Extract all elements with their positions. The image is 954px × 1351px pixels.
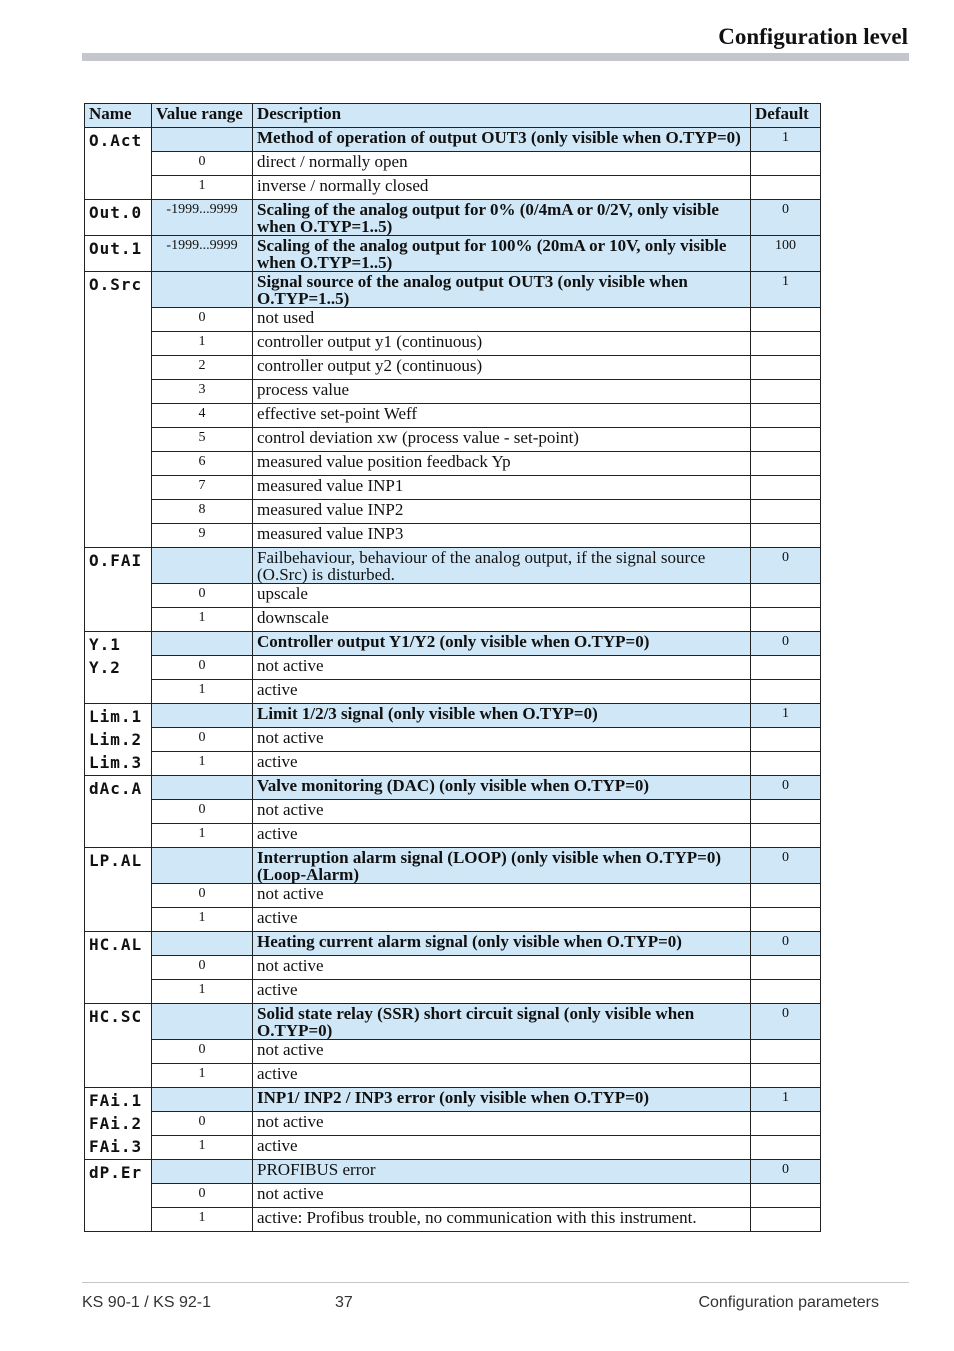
option-description: active: [253, 1064, 751, 1088]
option-value: 2: [152, 356, 253, 380]
option-value: 1: [152, 176, 253, 200]
option-default: [751, 680, 821, 704]
parameter-name-cell: [85, 848, 152, 932]
option-row: [85, 1040, 821, 1064]
parameter-description: Signal source of the analog output OUT3 (only visible when O.TYP=1..5): [253, 272, 751, 308]
parameter-name: HC.AL: [89, 935, 143, 954]
parameter-name-cell: [85, 1004, 152, 1088]
value-range: [152, 848, 253, 884]
option-row: [85, 452, 821, 476]
option-row: [85, 956, 821, 980]
parameter-name: Y.1: [89, 635, 121, 654]
value-range: [152, 1004, 253, 1040]
option-value: 0: [152, 956, 253, 980]
default-value: 0: [751, 848, 821, 884]
default-value: 0: [751, 632, 821, 656]
parameter-name-cell: [85, 1160, 152, 1232]
parameter-name: Lim.3: [89, 753, 143, 772]
option-default: [751, 176, 821, 200]
option-description: not active: [253, 728, 751, 752]
parameter-name: FAi.1: [89, 1091, 143, 1110]
option-row: [85, 380, 821, 404]
option-description: process value: [253, 380, 751, 404]
option-default: [751, 1064, 821, 1088]
parameter-name-cell: [85, 704, 152, 776]
default-value: 1: [751, 704, 821, 728]
option-description: controller output y1 (continuous): [253, 332, 751, 356]
option-value: 3: [152, 380, 253, 404]
table-header-row: [85, 104, 821, 128]
parameter-name: O.Src: [89, 275, 143, 294]
parameter-name: Out.0: [89, 203, 143, 222]
option-value: 9: [152, 524, 253, 548]
option-description: active: [253, 680, 751, 704]
parameter-description: Method of operation of output OUT3 (only visible when O.TYP=0): [253, 128, 751, 152]
page-title: Configuration level: [718, 24, 908, 49]
option-description: active: [253, 1136, 751, 1160]
option-default: [751, 752, 821, 776]
parameter-description: Controller output Y1/Y2 (only visible when O.TYP=0): [253, 632, 751, 656]
option-row: [85, 500, 821, 524]
option-value: 0: [152, 308, 253, 332]
option-row: [85, 1208, 821, 1232]
parameter-description: Scaling of the analog output for 0% (0/4mA or 0/2V, only visible when O.TYP=1..5): [253, 200, 751, 236]
option-row: [85, 1136, 821, 1160]
value-range: [152, 548, 253, 584]
option-description: active: [253, 908, 751, 932]
option-row: [85, 824, 821, 848]
parameter-row: [85, 548, 821, 584]
option-description: control deviation xw (process value - set-point): [253, 428, 751, 452]
option-row: [85, 656, 821, 680]
option-value: 1: [152, 824, 253, 848]
parameter-row: [85, 932, 821, 956]
option-value: 1: [152, 608, 253, 632]
header-rule: [82, 53, 909, 61]
option-row: [85, 908, 821, 932]
parameter-description: Limit 1/2/3 signal (only visible when O.TYP=0): [253, 704, 751, 728]
default-value: 1: [751, 128, 821, 152]
option-row: [85, 428, 821, 452]
column-header-default: Default: [751, 104, 821, 128]
option-description: measured value INP2: [253, 500, 751, 524]
option-default: [751, 1208, 821, 1232]
option-value: 1: [152, 752, 253, 776]
option-default: [751, 380, 821, 404]
default-value: 1: [751, 1088, 821, 1112]
option-value: 1: [152, 1064, 253, 1088]
option-value: 1: [152, 1208, 253, 1232]
parameter-row: [85, 848, 821, 884]
value-range: [152, 1088, 253, 1112]
option-default: [751, 308, 821, 332]
default-value: 1: [751, 272, 821, 308]
value-range: -1999...9999: [152, 236, 253, 272]
column-header-description: Description: [253, 104, 751, 128]
option-description: measured value INP3: [253, 524, 751, 548]
parameter-row: [85, 1160, 821, 1184]
footer-model: KS 90-1 / KS 92-1: [82, 1294, 211, 1311]
option-description: active: Profibus trouble, no communication with this instrument.: [253, 1208, 751, 1232]
parameter-description: Heating current alarm signal (only visible when O.TYP=0): [253, 932, 751, 956]
parameter-name-cell: [85, 776, 152, 848]
parameter-description: Valve monitoring (DAC) (only visible when O.TYP=0): [253, 776, 751, 800]
option-default: [751, 524, 821, 548]
option-value: 0: [152, 152, 253, 176]
option-row: [85, 404, 821, 428]
default-value: 0: [751, 548, 821, 584]
parameter-row: [85, 200, 821, 236]
option-row: [85, 608, 821, 632]
value-range: [152, 632, 253, 656]
option-row: [85, 680, 821, 704]
default-value: 0: [751, 1004, 821, 1040]
default-value: 0: [751, 776, 821, 800]
option-row: [85, 980, 821, 1004]
parameter-row: [85, 1088, 821, 1112]
value-range: [152, 272, 253, 308]
option-value: 0: [152, 584, 253, 608]
parameter-name: FAi.3: [89, 1137, 143, 1156]
option-default: [751, 980, 821, 1004]
option-row: [85, 1064, 821, 1088]
option-value: 7: [152, 476, 253, 500]
value-range: [152, 1160, 253, 1184]
parameter-description: PROFIBUS error: [253, 1160, 751, 1184]
page-number: 37: [335, 1294, 353, 1311]
parameter-name: Out.1: [89, 239, 143, 258]
option-value: 1: [152, 680, 253, 704]
parameter-row: [85, 128, 821, 152]
parameter-name: HC.SC: [89, 1007, 143, 1026]
option-value: 0: [152, 1112, 253, 1136]
parameter-name-cell: [85, 272, 152, 548]
option-row: [85, 728, 821, 752]
parameter-row: [85, 1004, 821, 1040]
option-default: [751, 908, 821, 932]
option-row: [85, 524, 821, 548]
value-range: [152, 704, 253, 728]
option-row: [85, 752, 821, 776]
value-range: [152, 128, 253, 152]
option-default: [751, 428, 821, 452]
option-description: not active: [253, 1040, 751, 1064]
parameter-description: Scaling of the analog output for 100% (20mA or 10V, only visible when O.TYP=1..5): [253, 236, 751, 272]
option-default: [751, 824, 821, 848]
option-description: active: [253, 980, 751, 1004]
option-description: not used: [253, 308, 751, 332]
parameter-name-cell: [85, 548, 152, 632]
option-description: not active: [253, 1112, 751, 1136]
parameter-name: FAi.2: [89, 1114, 143, 1133]
default-value: 0: [751, 932, 821, 956]
parameter-name-cell: [85, 236, 152, 272]
parameter-description: INP1/ INP2 / INP3 error (only visible when O.TYP=0): [253, 1088, 751, 1112]
option-row: [85, 800, 821, 824]
option-value: 0: [152, 1040, 253, 1064]
column-header-name: Name: [85, 104, 152, 128]
option-value: 1: [152, 980, 253, 1004]
option-default: [751, 656, 821, 680]
parameter-description: Failbehaviour, behaviour of the analog output, if the signal source (O.Src) is disturbed.: [253, 548, 751, 584]
parameter-name: LP.AL: [89, 851, 143, 870]
option-default: [751, 584, 821, 608]
option-row: [85, 176, 821, 200]
option-row: [85, 1112, 821, 1136]
option-description: active: [253, 824, 751, 848]
option-default: [751, 452, 821, 476]
option-description: inverse / normally closed: [253, 176, 751, 200]
parameter-name: dAc.A: [89, 779, 143, 798]
option-default: [751, 1136, 821, 1160]
parameter-name-cell: [85, 1088, 152, 1160]
parameter-description: Solid state relay (SSR) short circuit signal (only visible when O.TYP=0): [253, 1004, 751, 1040]
option-default: [751, 152, 821, 176]
option-default: [751, 356, 821, 380]
option-description: measured value position feedback Yp: [253, 452, 751, 476]
default-value: 0: [751, 200, 821, 236]
parameter-name-cell: [85, 200, 152, 236]
option-value: 0: [152, 800, 253, 824]
option-row: [85, 884, 821, 908]
parameter-name-cell: [85, 632, 152, 704]
parameter-name: Lim.1: [89, 707, 143, 726]
option-default: [751, 884, 821, 908]
option-default: [751, 500, 821, 524]
parameter-row: [85, 776, 821, 800]
default-value: 0: [751, 1160, 821, 1184]
option-value: 8: [152, 500, 253, 524]
footer-section: Configuration parameters: [698, 1294, 879, 1311]
option-default: [751, 404, 821, 428]
parameter-row: [85, 632, 821, 656]
value-range: [152, 776, 253, 800]
option-row: [85, 1184, 821, 1208]
option-value: 4: [152, 404, 253, 428]
option-default: [751, 728, 821, 752]
option-value: 0: [152, 884, 253, 908]
table-body: [85, 128, 821, 1232]
parameter-row: [85, 236, 821, 272]
parameter-name: Lim.2: [89, 730, 143, 749]
option-default: [751, 608, 821, 632]
option-default: [751, 800, 821, 824]
default-value: 100: [751, 236, 821, 272]
option-default: [751, 956, 821, 980]
parameter-name: O.Act: [89, 131, 143, 150]
parameter-name: O.FAI: [89, 551, 143, 570]
footer-rule: [82, 1282, 909, 1283]
option-description: downscale: [253, 608, 751, 632]
parameter-name-cell: [85, 128, 152, 200]
parameter-description: Interruption alarm signal (LOOP) (only visible when O.TYP=0) (Loop-Alarm): [253, 848, 751, 884]
option-description: not active: [253, 1184, 751, 1208]
option-description: measured value INP1: [253, 476, 751, 500]
option-value: 0: [152, 656, 253, 680]
option-description: not active: [253, 956, 751, 980]
option-value: 6: [152, 452, 253, 476]
parameter-name-cell: [85, 932, 152, 1004]
option-row: [85, 476, 821, 500]
option-default: [751, 1040, 821, 1064]
option-description: not active: [253, 884, 751, 908]
option-value: 1: [152, 332, 253, 356]
parameter-row: [85, 272, 821, 308]
column-header-value-range: Value range: [152, 104, 253, 128]
option-value: 5: [152, 428, 253, 452]
option-default: [751, 332, 821, 356]
value-range: -1999...9999: [152, 200, 253, 236]
option-default: [751, 1184, 821, 1208]
option-default: [751, 476, 821, 500]
option-value: 0: [152, 728, 253, 752]
option-value: 0: [152, 1184, 253, 1208]
option-row: [85, 308, 821, 332]
option-row: [85, 152, 821, 176]
option-row: [85, 332, 821, 356]
parameter-row: [85, 704, 821, 728]
option-row: [85, 356, 821, 380]
option-default: [751, 1112, 821, 1136]
option-description: upscale: [253, 584, 751, 608]
option-description: active: [253, 752, 751, 776]
option-description: controller output y2 (continuous): [253, 356, 751, 380]
option-description: direct / normally open: [253, 152, 751, 176]
option-row: [85, 584, 821, 608]
option-description: effective set-point Weff: [253, 404, 751, 428]
parameter-name: dP.Er: [89, 1163, 143, 1182]
option-description: not active: [253, 800, 751, 824]
parameter-table: [84, 103, 821, 1232]
option-value: 1: [152, 908, 253, 932]
parameter-name: Y.2: [89, 658, 121, 677]
value-range: [152, 932, 253, 956]
option-description: not active: [253, 656, 751, 680]
option-value: 1: [152, 1136, 253, 1160]
